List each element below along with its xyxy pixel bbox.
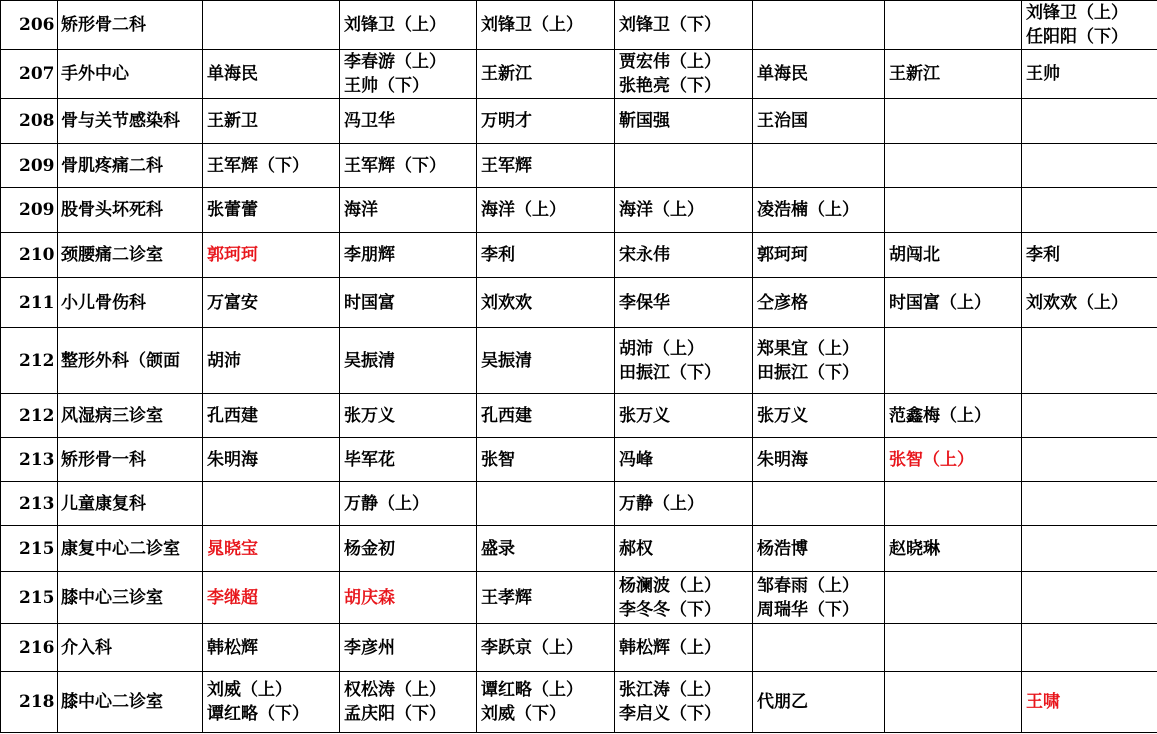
doctor-cell	[615, 624, 753, 672]
doctor-cell	[1022, 482, 1157, 526]
doctor-cell	[340, 394, 477, 438]
doctor-cell	[477, 438, 615, 482]
doctor-cell	[753, 572, 885, 624]
doctor-cell	[753, 438, 885, 482]
doctor-name: 谭红略（下）	[207, 704, 309, 724]
doctor-name: 王帅	[1026, 64, 1060, 84]
doctor-cell	[615, 144, 753, 188]
doctor-cell	[203, 624, 340, 672]
doctor-name: 吴振清	[481, 350, 532, 371]
doctor-cell	[203, 438, 340, 482]
doctor-cell	[1022, 624, 1157, 672]
doctor-name: 胡闯北	[889, 245, 940, 265]
doctor-cell	[1022, 1, 1157, 50]
doctor-name: 孟庆阳（下）	[344, 704, 446, 724]
table-row	[1, 99, 1157, 144]
doctor-name: 权松涛（上）	[344, 680, 446, 700]
doctor-name: 朱明海	[207, 449, 258, 470]
table-row	[1, 482, 1157, 526]
doctor-cell	[753, 394, 885, 438]
doctor-name: 赵晓琳	[889, 538, 940, 559]
doctor-name: 刘锋卫（上）	[1026, 3, 1128, 23]
table-row	[1, 1, 1157, 50]
doctor-name: 张蕾蕾	[207, 200, 258, 220]
room-number: 212	[1, 394, 58, 438]
doctor-name: 王新江	[481, 64, 532, 84]
doctor-name: 宋永伟	[619, 245, 670, 265]
table-row	[1, 672, 1157, 733]
department-name: 颈腰痛二诊室	[58, 233, 203, 278]
doctor-cell	[477, 50, 615, 99]
doctor-name: 李朋辉	[344, 245, 395, 265]
doctor-name: 李冬冬（下）	[619, 599, 721, 620]
doctor-cell	[885, 233, 1022, 278]
doctor-cell	[615, 99, 753, 144]
doctor-cell	[885, 394, 1022, 438]
doctor-cell	[1022, 672, 1157, 733]
doctor-name: 海洋（上）	[619, 200, 704, 220]
doctor-name: 冯卫华	[344, 111, 395, 131]
table-row	[1, 572, 1157, 624]
doctor-name: 海洋	[344, 200, 378, 220]
doctor-cell	[615, 50, 753, 99]
doctor-name: 郭珂珂	[207, 245, 258, 265]
doctor-name: 张智	[481, 449, 515, 470]
doctor-cell	[203, 278, 340, 328]
doctor-cell	[615, 438, 753, 482]
doctor-name: 毕军花	[344, 449, 395, 470]
doctor-name: 胡沛	[207, 350, 241, 371]
doctor-name: 王军辉（下）	[344, 155, 446, 176]
doctor-cell	[753, 188, 885, 233]
department-name: 康复中心二诊室	[58, 526, 203, 572]
doctor-name: 张江涛（上）	[619, 680, 721, 700]
doctor-cell	[203, 482, 340, 526]
doctor-cell	[203, 1, 340, 50]
room-number: 206	[1, 1, 58, 50]
doctor-cell	[753, 482, 885, 526]
doctor-name: 代朋乙	[757, 692, 808, 712]
table-row	[1, 233, 1157, 278]
doctor-cell	[1022, 188, 1157, 233]
doctor-name: 张万义	[757, 405, 808, 426]
doctor-cell	[615, 233, 753, 278]
doctor-cell	[340, 188, 477, 233]
table-row	[1, 328, 1157, 394]
table-row	[1, 50, 1157, 99]
doctor-cell	[203, 394, 340, 438]
doctor-cell	[615, 526, 753, 572]
doctor-cell	[885, 1, 1022, 50]
doctor-name: 海洋（上）	[481, 200, 566, 220]
doctor-name: 时国富	[344, 292, 395, 313]
doctor-cell	[615, 572, 753, 624]
table-row	[1, 624, 1157, 672]
doctor-name: 王军辉	[481, 155, 532, 176]
department-name: 手外中心	[58, 50, 203, 99]
doctor-name: 田振江（下）	[757, 362, 859, 383]
doctor-cell	[615, 328, 753, 394]
table-row	[1, 394, 1157, 438]
department-name: 矫形骨一科	[58, 438, 203, 482]
doctor-name: 郭珂珂	[757, 245, 808, 265]
doctor-name: 靳国强	[619, 111, 670, 131]
doctor-cell	[477, 233, 615, 278]
doctor-name: 张万义	[619, 405, 670, 426]
doctor-name: 王新卫	[207, 111, 258, 131]
doctor-cell	[885, 328, 1022, 394]
doctor-cell	[1022, 394, 1157, 438]
doctor-cell	[753, 144, 885, 188]
doctor-cell	[615, 278, 753, 328]
doctor-cell	[340, 482, 477, 526]
doctor-cell	[885, 50, 1022, 99]
doctor-cell	[477, 99, 615, 144]
doctor-cell	[1022, 233, 1157, 278]
doctor-cell	[203, 328, 340, 394]
doctor-cell	[1022, 572, 1157, 624]
department-name: 小儿骨伤科	[58, 278, 203, 328]
doctor-name: 韩松辉（上）	[619, 637, 721, 658]
doctor-cell	[753, 672, 885, 733]
doctor-name: 郝权	[619, 538, 653, 559]
room-number: 210	[1, 233, 58, 278]
table-row	[1, 144, 1157, 188]
doctor-cell	[477, 278, 615, 328]
doctor-cell	[340, 50, 477, 99]
doctor-cell	[477, 572, 615, 624]
doctor-name: 冯峰	[619, 449, 653, 470]
room-number: 211	[1, 278, 58, 328]
room-number: 209	[1, 144, 58, 188]
room-number: 208	[1, 99, 58, 144]
department-name: 膝中心二诊室	[58, 672, 203, 733]
doctor-name: 谭红略（上）	[481, 680, 583, 700]
doctor-cell	[1022, 526, 1157, 572]
department-name: 矫形骨二科	[58, 1, 203, 50]
doctor-cell	[477, 624, 615, 672]
doctor-name: 李彦州	[344, 637, 395, 658]
doctor-name: 邹春雨（上）	[757, 575, 859, 596]
doctor-cell	[477, 1, 615, 50]
doctor-cell	[203, 672, 340, 733]
doctor-name: 任阳阳（下）	[1026, 27, 1128, 47]
doctor-cell	[340, 624, 477, 672]
doctor-cell	[340, 672, 477, 733]
room-number: 215	[1, 572, 58, 624]
doctor-cell	[885, 99, 1022, 144]
doctor-name: 刘锋卫（下）	[619, 15, 721, 35]
doctor-cell	[340, 278, 477, 328]
doctor-name: 盛录	[481, 538, 515, 559]
doctor-name: 胡庆森	[344, 587, 395, 608]
doctor-cell	[753, 50, 885, 99]
doctor-cell	[1022, 328, 1157, 394]
doctor-name: 韩松辉	[207, 637, 258, 658]
doctor-name: 刘锋卫（上）	[344, 15, 446, 35]
doctor-cell	[885, 672, 1022, 733]
doctor-cell	[477, 328, 615, 394]
department-name: 儿童康复科	[58, 482, 203, 526]
room-number: 213	[1, 482, 58, 526]
doctor-cell	[340, 99, 477, 144]
doctor-name: 田振江（下）	[619, 362, 721, 383]
room-number: 209	[1, 188, 58, 233]
department-name: 股骨头坏死科	[58, 188, 203, 233]
room-number: 218	[1, 672, 58, 733]
doctor-cell	[340, 572, 477, 624]
doctor-cell	[885, 278, 1022, 328]
doctor-name: 周瑞华（下）	[757, 599, 859, 620]
doctor-cell	[885, 482, 1022, 526]
doctor-cell	[477, 188, 615, 233]
room-number: 216	[1, 624, 58, 672]
doctor-name: 仝彦格	[757, 292, 808, 313]
room-number: 212	[1, 328, 58, 394]
doctor-cell	[340, 1, 477, 50]
doctor-name: 凌浩楠（上）	[757, 200, 859, 220]
table-row	[1, 188, 1157, 233]
doctor-name: 万明才	[481, 111, 532, 131]
department-name: 整形外科（颌面	[58, 328, 203, 394]
doctor-cell	[1022, 438, 1157, 482]
doctor-name: 刘锋卫（上）	[481, 15, 583, 35]
doctor-cell	[885, 144, 1022, 188]
doctor-cell	[753, 624, 885, 672]
doctor-cell	[753, 278, 885, 328]
doctor-name: 范鑫梅（上）	[889, 405, 991, 426]
doctor-name: 李继超	[207, 587, 258, 608]
doctor-cell	[203, 50, 340, 99]
doctor-name: 单海民	[757, 64, 808, 84]
doctor-cell	[340, 526, 477, 572]
doctor-name: 王啸	[1026, 692, 1060, 712]
department-name: 骨与关节感染科	[58, 99, 203, 144]
doctor-cell	[1022, 50, 1157, 99]
doctor-name: 王军辉（下）	[207, 155, 309, 176]
doctor-name: 张艳亮（下）	[619, 76, 721, 96]
doctor-name: 杨金初	[344, 538, 395, 559]
doctor-name: 刘欢欢（上）	[1026, 292, 1128, 313]
doctor-name: 万静（上）	[619, 493, 704, 514]
doctor-name: 王帅（下）	[344, 76, 429, 96]
table-row	[1, 526, 1157, 572]
doctor-cell	[615, 1, 753, 50]
doctor-cell	[477, 526, 615, 572]
doctor-name: 万富安	[207, 292, 258, 313]
doctor-cell	[340, 233, 477, 278]
doctor-name: 杨澜波（上）	[619, 575, 721, 596]
department-name: 介入科	[58, 624, 203, 672]
doctor-cell	[753, 526, 885, 572]
room-number: 215	[1, 526, 58, 572]
doctor-cell	[203, 144, 340, 188]
doctor-cell	[340, 438, 477, 482]
doctor-cell	[885, 188, 1022, 233]
doctor-name: 朱明海	[757, 449, 808, 470]
doctor-name: 李启义（下）	[619, 704, 721, 724]
department-name: 膝中心三诊室	[58, 572, 203, 624]
doctor-cell	[477, 144, 615, 188]
doctor-cell	[753, 1, 885, 50]
schedule-body	[1, 1, 1157, 733]
doctor-cell	[885, 526, 1022, 572]
doctor-cell	[477, 672, 615, 733]
doctor-name: 单海民	[207, 64, 258, 84]
doctor-name: 李保华	[619, 292, 670, 313]
doctor-cell	[753, 328, 885, 394]
doctor-name: 万静（上）	[344, 493, 429, 514]
room-number: 207	[1, 50, 58, 99]
doctor-cell	[1022, 99, 1157, 144]
doctor-cell	[477, 482, 615, 526]
doctor-name: 贾宏伟（上）	[619, 52, 721, 72]
doctor-name: 胡沛（上）	[619, 338, 704, 359]
doctor-cell	[615, 394, 753, 438]
doctor-cell	[1022, 144, 1157, 188]
doctor-cell	[203, 233, 340, 278]
doctor-cell	[340, 328, 477, 394]
doctor-cell	[885, 438, 1022, 482]
doctor-cell	[340, 144, 477, 188]
doctor-cell	[1022, 278, 1157, 328]
doctor-cell	[477, 394, 615, 438]
doctor-name: 刘欢欢	[481, 292, 532, 313]
doctor-name: 李跃京（上）	[481, 637, 583, 658]
doctor-name: 孔西建	[481, 405, 532, 426]
doctor-name: 李春游（上）	[344, 52, 446, 72]
doctor-name: 张万义	[344, 405, 395, 426]
doctor-cell	[885, 624, 1022, 672]
doctor-name: 郑果宜（上）	[757, 338, 859, 359]
doctor-name: 刘威（下）	[481, 704, 566, 724]
doctor-cell	[753, 233, 885, 278]
doctor-name: 晁晓宝	[207, 538, 258, 559]
doctor-name: 李利	[1026, 245, 1060, 265]
table-row	[1, 278, 1157, 328]
department-name: 风湿病三诊室	[58, 394, 203, 438]
doctor-name: 王新江	[889, 64, 940, 84]
doctor-name: 张智（上）	[889, 449, 974, 470]
doctor-cell	[615, 482, 753, 526]
doctor-name: 王治国	[757, 111, 808, 131]
table-row	[1, 438, 1157, 482]
department-name: 骨肌疼痛二科	[58, 144, 203, 188]
doctor-name: 时国富（上）	[889, 292, 991, 313]
doctor-cell	[615, 672, 753, 733]
doctor-name: 李利	[481, 245, 515, 265]
doctor-name: 王孝辉	[481, 587, 532, 608]
doctor-cell	[885, 572, 1022, 624]
doctor-cell	[203, 572, 340, 624]
doctor-name: 孔西建	[207, 405, 258, 426]
doctor-name: 吴振清	[344, 350, 395, 371]
doctor-cell	[203, 99, 340, 144]
doctor-cell	[203, 188, 340, 233]
doctor-name: 刘威（上）	[207, 680, 292, 700]
doctor-name: 杨浩博	[757, 538, 808, 559]
room-number: 213	[1, 438, 58, 482]
doctor-cell	[753, 99, 885, 144]
doctor-cell	[615, 188, 753, 233]
doctor-cell	[203, 526, 340, 572]
